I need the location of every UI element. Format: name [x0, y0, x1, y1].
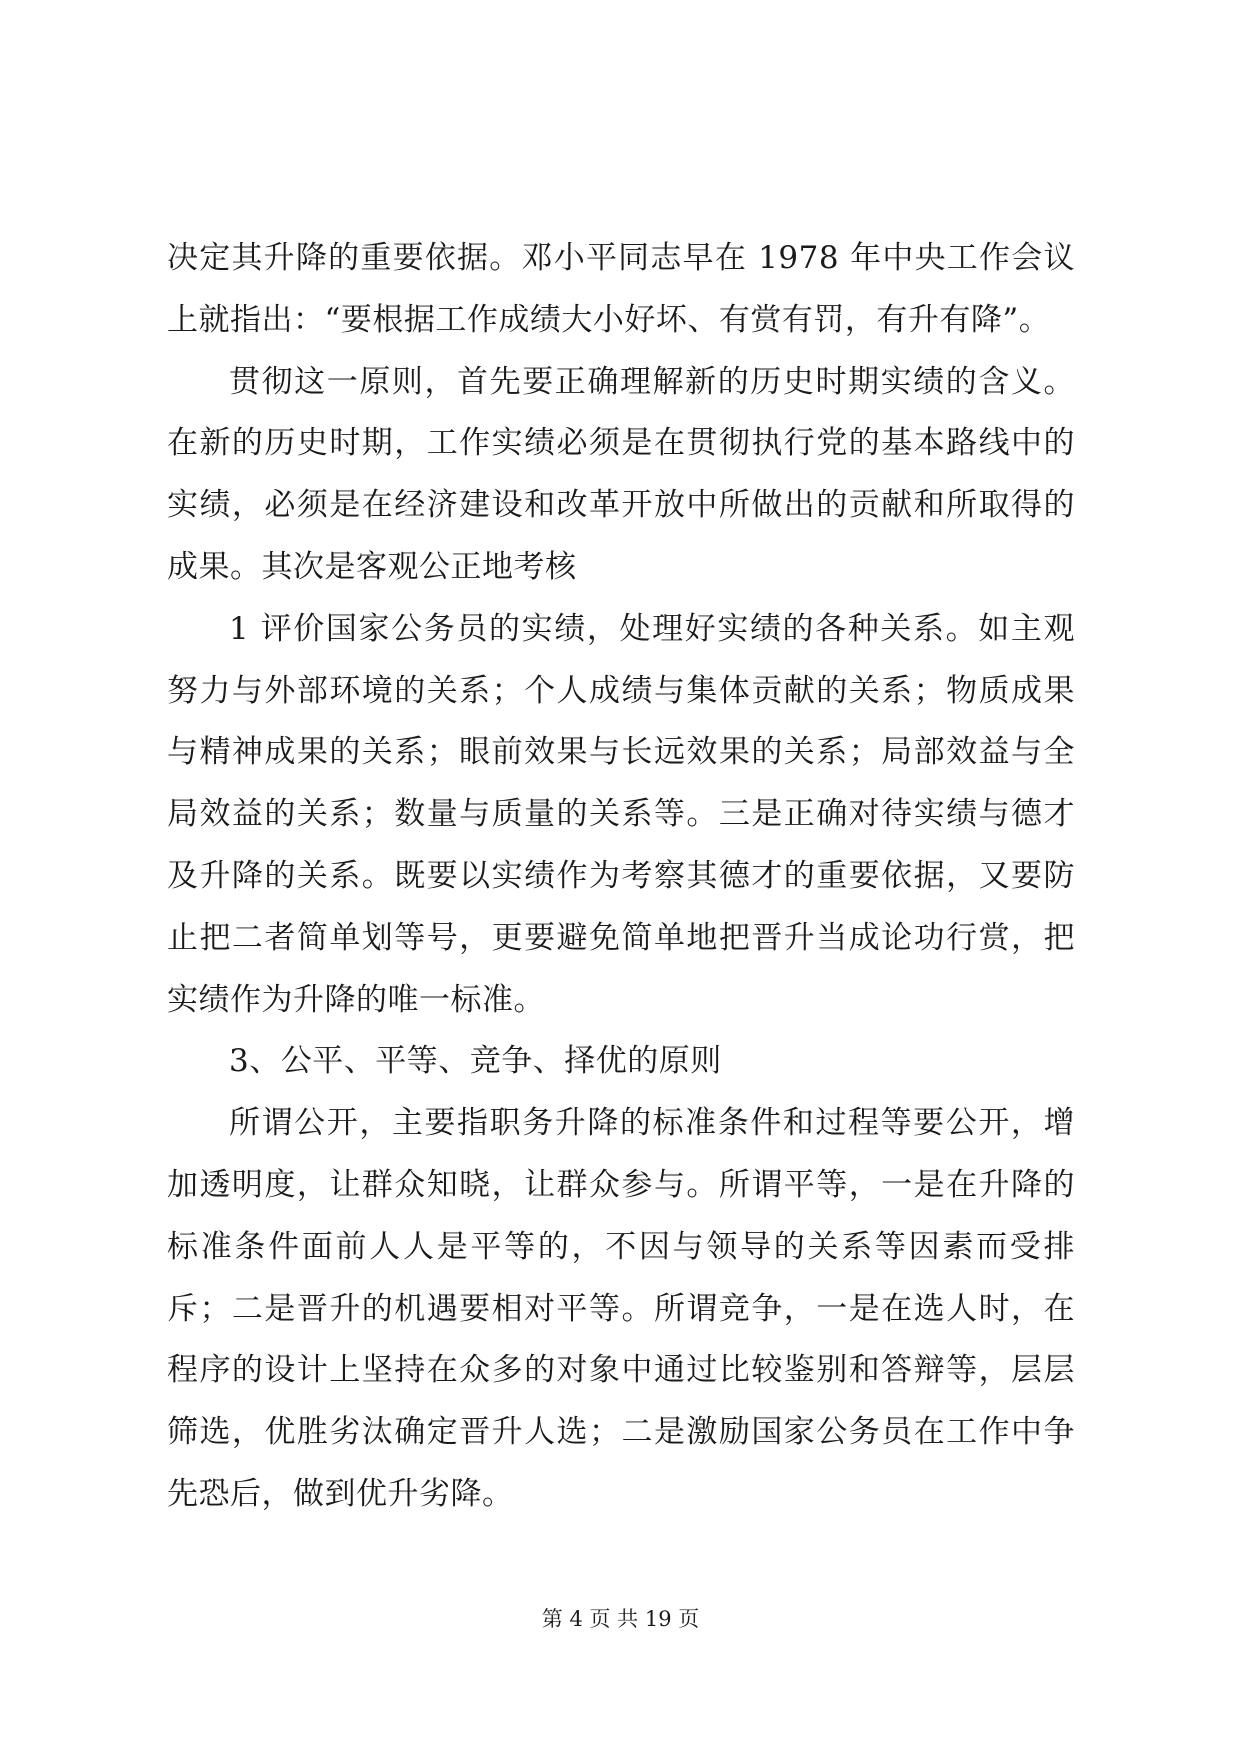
page-footer: 第 4 页 共 19 页	[541, 1607, 700, 1631]
body-text	[167, 228, 1075, 1526]
section-heading: 3、公平、平等、竞争、择优的原则	[229, 1043, 722, 1080]
paragraph-2: 贯彻这一原则，首先要正确理解新的历史时期实绩的含义。在新的历史时期，工作实绩必须是在贯彻执行党的基本路线中的实绩，必须是在经济建设和改革开放中所做出的贡献和所取得的成果。其次是客观公正地考核	[167, 363, 1075, 585]
paragraph-3: 1 评价国家公务员的实绩，处理好实绩的各种关系。如主观努力与外部环境的关系；个人成绩与集体贡献的关系；物质成果与精神成果的关系；眼前效果与长远效果的关系；局部效益与全局效益的关系；数量与质量的关系等。三是正确对待实绩与德才及升降的关系。既要以实绩作为考察其德才的重要依据，又要防止把二者简单划等号，更要避免简单地把晋升当成论功行赏，把实绩作为升降的唯一标准。	[167, 610, 1075, 1018]
paragraph-4: 所谓公开，主要指职务升降的标准条件和过程等要公开，增加透明度，让群众知晓，让群众参与。所谓平等，一是在升降的标准条件面前人人是平等的，不因与领导的关系等因素而受排斥；二是晋升的机遇要相对平等。所谓竞争，一是在选人时，在程序的设计上坚持在众多的对象中通过比较鉴别和答辩等，层层筛选，优胜劣汰确定晋升人选；二是激励国家公务员在工作中争先恐后，做到优升劣降。	[167, 1105, 1075, 1512]
paragraph-1: 决定其升降的重要依据。邓小平同志早在 1978 年中央工作会议上就指出：“要根据工作成绩大小好坏、有赏有罚，有升有降”。	[167, 240, 1075, 338]
